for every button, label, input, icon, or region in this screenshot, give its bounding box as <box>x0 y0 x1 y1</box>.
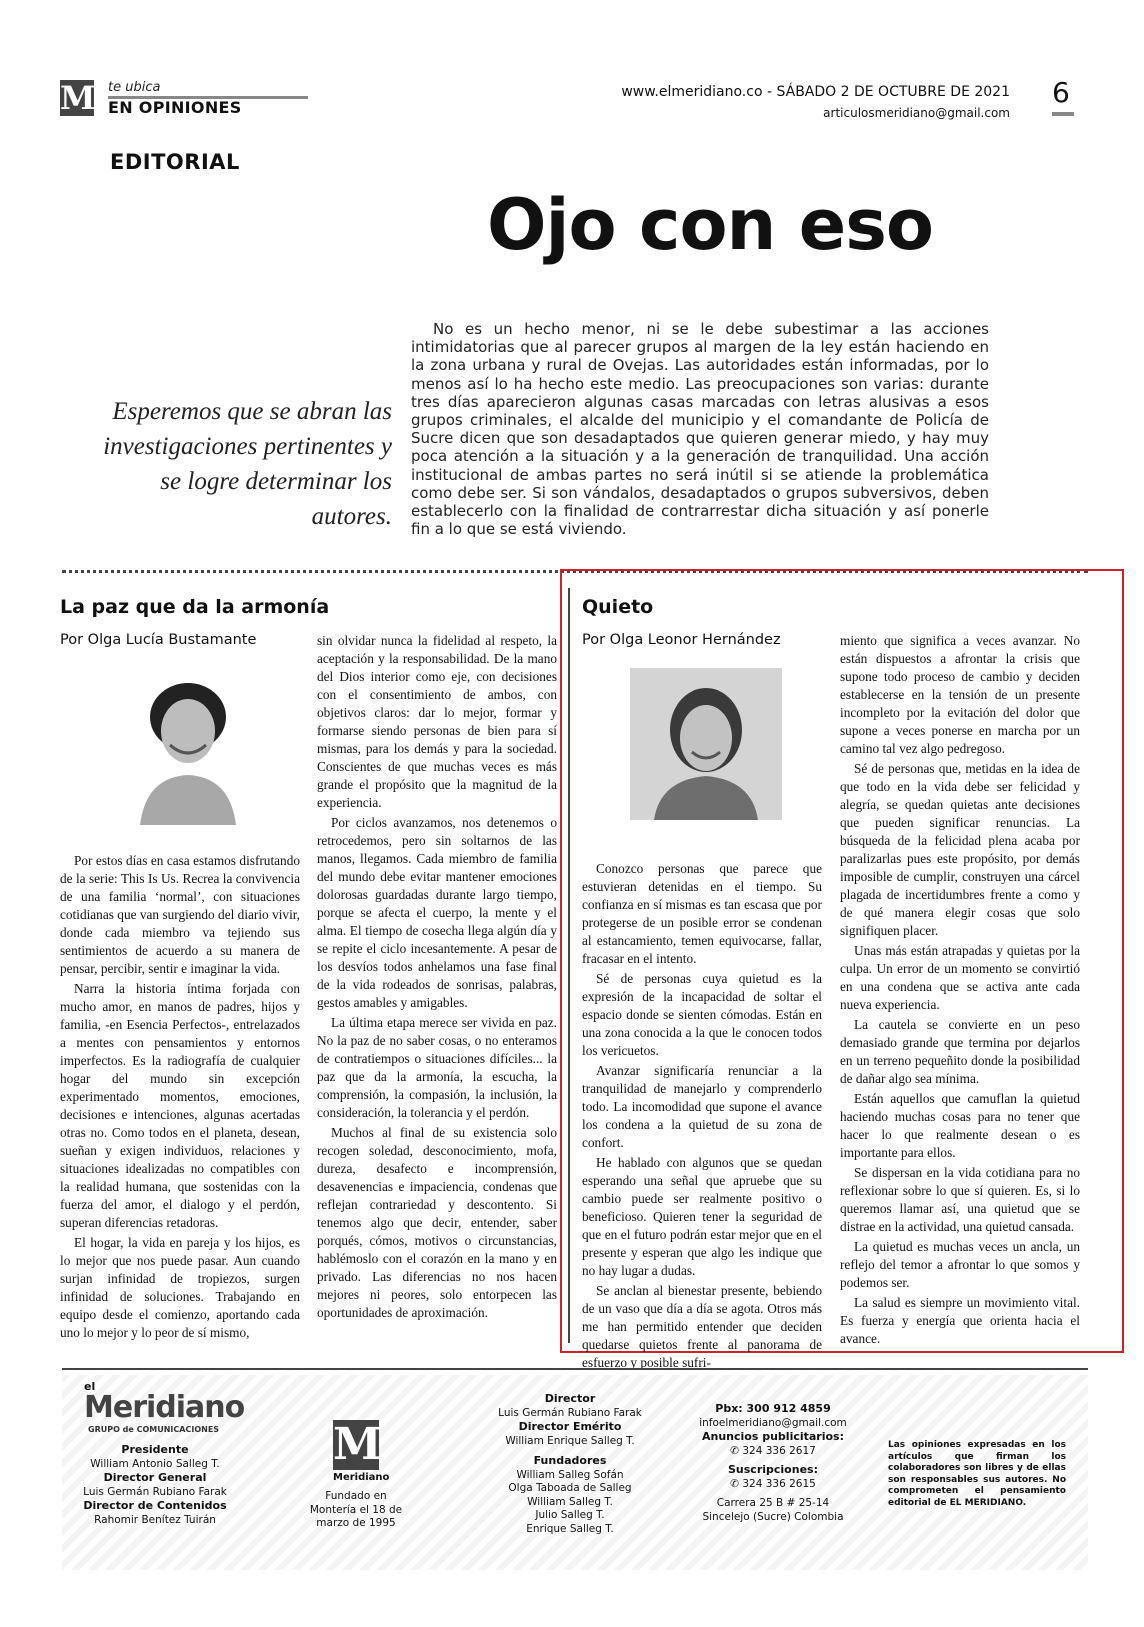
page-number-bar <box>1052 112 1074 116</box>
paragraph: Muchos al final de su existencia solo recogen soledad, desconocimiento, mofa, dureza, desafecto e incomprensión, desavenencias e impaciencia, condenas que reflejan contrariedad y descontento. Si tenemos algo que decir, entender, saber porqués, cómos, motivos o circunstancias, hablémoslo con el corazón en la mano y en privado. Las diferencias no nos hacen mejores ni peores, solo entorpecen las oportunidades de aproximación. <box>317 1125 557 1320</box>
staff-role: Director de Contenidos <box>83 1499 227 1512</box>
paragraph: sin olvidar nunca la fidelidad al respeto, la aceptación y la responsabilidad. De la mano del Dios interior como eje, con decisiones con el consentimiento de ambos, con objetivos claros: dar lo mejor, formar y formarse siendo personas de bien para sí mismas, para los demás y para la sociedad. Conscientes de que muchas veces es más grande el propósito que la magnitud de la experiencia. <box>317 633 557 810</box>
paragraph: El hogar, la vida en pareja y los hijos, es lo mejor que nos puede pasar. Aun cuando surjan infinidad de tropiezos, surgen infinidad de soluciones. Trabajando en equipo desde el comienzo, aportando cada uno lo mejor y lo peor de sí mismo, <box>60 1235 300 1340</box>
info-email[interactable]: infoelmeridiano@gmail.com <box>699 1416 847 1429</box>
footer-brand-logo: Meridiano <box>84 1390 245 1425</box>
paragraph: La salud es siempre un movimiento vital. Es fuerza y energía que orienta hacia el avance. <box>840 1295 1080 1346</box>
portrait-image-icon <box>630 668 782 820</box>
paragraph: miento que significa a veces avanzar. No están dispuestos a afrontar la crisis que supone todo proceso de cambio y deciden establecerse en la tensión de un presente incompleto por la evitación del dolor que supone a veces ponerse en marcha por un camino tal vez algo pedregoso. <box>840 633 1080 756</box>
staff-role: Director General <box>103 1471 207 1484</box>
paragraph: Avanzar significaría renunciar a la tranquilidad de manejarlo y comprenderlo todo. La incomodidad que supone el avance los condena a la quietud de su zona de confort. <box>582 1063 822 1150</box>
newspaper-logo-icon: M <box>60 79 96 117</box>
left-article-title: La paz que da la armonía <box>60 596 330 618</box>
founder-name: William Salleg Sofán <box>516 1468 624 1481</box>
paragraph: Sé de personas que, metidas en la idea de que todo en la vida debe ser felicidad y alegría, se quedan quietas ante decisiones que pueden significar renuncias. La búsqueda de la felicidad plena acaba por paralizarlas pues este propósito, por demás imposible de cumplir, construyen una cárcel plagada de incertidumbres frente a como y de qué manera elegir cosas que solo signifiquen placer. <box>840 761 1080 938</box>
staff-name: William Antonio Salleg T. <box>90 1457 220 1470</box>
pbx-number: Pbx: 300 912 4859 <box>715 1402 831 1415</box>
footer-directors <box>480 1392 660 1536</box>
emeritus-name: William Enrique Salleg T. <box>505 1434 635 1447</box>
paragraph: La cautela se convierte en un peso demasiado grande que termina por dejarlos en un terreno pequeñito donde la posibilidad de dañar algo sea mínima. <box>840 1017 1080 1086</box>
right-article-byline: Por Olga Leonor Hernández <box>582 632 781 648</box>
page-number: 6 <box>1052 76 1070 109</box>
footer-contact <box>688 1402 858 1524</box>
editorial-body: No es un hecho menor, ni se le debe subestimar a las acciones intimidatorias que al parecer grupos al margen de la ley están haciendo en la zona urbana y rural de Ovejas. Las autoridades están informadas, por lo menos así lo ha hecho este medio. Las preocupaciones son varias: durante tres días aparecieron algunas casas marcadas con letras alusivas a esos grupos criminales, el alcalde del municipio y el comandante de Policía de Sucre dicen que son desadaptados que quieren generar miedo, y hay muy poca atención a la situación y a la generación de tranquilidad. Una acción institucional de ambas partes no será inútil si se atiende la problemática como debe ser. Si son vándalos, desadaptados o grupos subversivos, deben establecerlo con la finalidad de contrarrestar dicha situación y así ponerle fin a lo que se está viviendo. <box>411 320 989 539</box>
right-article-column-1 <box>582 860 822 1374</box>
left-article-byline: Por Olga Lucía Bustamante <box>60 632 257 648</box>
founded-note: Fundado en Montería el 18 de marzo de 1995 <box>309 1490 403 1529</box>
subscriptions-label: Suscripciones: <box>728 1463 818 1476</box>
ads-phone[interactable]: 324 336 2617 <box>742 1444 816 1457</box>
founder-name: William Salleg T. <box>527 1495 613 1508</box>
paragraph: Están aquellos que camuflan la quietud haciendo muchas cosas para no tener que hacer lo que realmente desean o es importante para ellos. <box>840 1091 1080 1160</box>
editorial-pull-quote: Esperemos que se abran las investigaciones pertinentes y se logre determinar los autores. <box>103 398 392 530</box>
paragraph: He hablado con algunos que se quedan esperando una señal que apruebe que su cambio puede ser realmente positivo o beneficioso. Quieren tener la seguridad de que en el futuro podrán estar mejor que en el presente y esperan que algo les indique que no hay lugar a dudas. <box>582 1155 822 1278</box>
paragraph: Unas más están atrapadas y quietas por la culpa. Un error de un momento se convirtió en una condena que se activa ante cada nueva experiencia. <box>840 943 1080 1012</box>
center-logo-word: Meridiano <box>333 1472 390 1483</box>
staff-name: Rahomir Benítez Tuirán <box>94 1513 216 1526</box>
right-article-column-2 <box>840 632 1080 1350</box>
footer-brand-subtitle: GRUPO de COMUNICACIONES <box>88 1425 220 1434</box>
footer-disclaimer: Las opiniones expresadas en los artículos que firman los colaboradores son libres y de ellas son responsables sus autores. No comprometen el pensamiento editorial de EL MERIDIANO. <box>888 1440 1066 1508</box>
founder-name: Olga Taboada de Salleg <box>508 1482 632 1494</box>
left-article-column-1 <box>60 852 300 1344</box>
founder-name: Enrique Salleg T. <box>526 1522 614 1535</box>
address: Carrera 25 B # 25-14 <box>716 1497 830 1509</box>
paragraph: Narra la historia íntima forjada con mucho amor, en manos de padres, hijos y familia, -en Esencia Perfectos-, entrelazados a mentes con pensamientos y entornos imperfectos. Es la radiografía de cualquier hogar del mundo sin excepción experimentado momentos, emociones, decisiones e intenciones, algunas acertadas otras no. Como todos en el planeta, desean, sueñan y exigen individuos, relaciones y situaciones idealizadas no compatibles con la realidad humana, que sostenidas con la fuerza del amor, el dialogo y el perdón, superan diferencias retadoras. <box>60 981 300 1230</box>
subscriptions-phone[interactable]: 324 336 2615 <box>742 1477 816 1490</box>
footer-rule <box>62 1368 1088 1370</box>
director-label: Director <box>544 1392 596 1405</box>
author-photo-right <box>630 668 782 820</box>
paragraph: La quietud es muchas veces un ancla, un reflejo del temor a afrontar lo que somos y podemos ser. <box>840 1239 1080 1290</box>
paragraph: Por estos días en casa estamos disfrutando de la serie: This Is Us. Recrea la convivencia de una familia ‘normal’, con situaciones cotidianas que van surgiendo del diario vivir, donde cada miembro va tejiendo sus sentimientos de acuerdo a su manera de pensar, percibir, sentir e imaginar la vida. <box>60 853 300 976</box>
center-logo-icon: M <box>333 1419 382 1470</box>
column-rule <box>568 588 570 1343</box>
portrait-image-icon <box>132 665 244 825</box>
director-name: Luis Germán Rubiano Farak <box>498 1406 642 1419</box>
date-line: www.elmeridiano.co - SÁBADO 2 DE OCTUBRE DE 2021 <box>621 84 1010 100</box>
paragraph: La última etapa merece ser vivida en paz. No la paz de no saber cosas, o no enteramos de contratiempos o situaciones difíciles... la paz que da la armonía, la escucha, la comprensión, la compasión, la inclusión, la consideración, la tolerancia y el perdón. <box>317 1015 557 1120</box>
paragraph: Sé de personas cuya quietud es la expresión de la incapacidad de soltar el espacio donde se sienten cómodas. Están en una zona conocida a la que le conocen todos los vericuetos. <box>582 971 822 1058</box>
founder-name: Julio Salleg T. <box>535 1509 605 1521</box>
staff-role: Presidente <box>121 1443 189 1456</box>
paragraph: Conozco personas que parece que estuvieran detenidas en el tiempo. Su confianza en sí mismas es tan escasa que por protegerse de un posible error se condenan al estancamiento, temen equivocarse, fallar, fracasar en el intento. <box>582 861 822 966</box>
left-article-column-2 <box>317 632 557 1324</box>
contact-email[interactable]: articulosmeridiano@gmail.com <box>823 106 1010 120</box>
section-tag: EN OPINIONES <box>108 98 242 117</box>
city: Sincelejo (Sucre) Colombia <box>702 1510 844 1523</box>
paragraph: Por ciclos avanzamos, nos detenemos o retrocedemos, pero sin soltarnos de las manos, llegamos. Cada miembro de familia del mundo debe evitar mantener emociones dolorosas guardadas durante largo tiempo, porque se afecta el cuerpo, la mente y el alma. El tiempo de cosecha llega algún día y se repite el ciclo incesantemente. A pesar de los desvíos todos anhelamos una fase final de la vida rodeados de sonrisas, palabras, gestos amables y amigables. <box>317 815 557 1010</box>
footer-staff-left <box>60 1443 250 1527</box>
paragraph: Se anclan al bienestar presente, bebiendo de un vaso que día a día se agota. Otros más me han permitido entender que deciden quedarse quietos frente al panorama de esfuerzo y posible sufri- <box>582 1283 822 1370</box>
ads-label: Anuncios publicitarios: <box>701 1430 845 1443</box>
editorial-label: EDITORIAL <box>110 150 240 174</box>
whatsapp-icon: ✆ <box>730 1477 739 1490</box>
paragraph: Se dispersan en la vida cotidiana para no reflexionar sobre lo que sí quieren. Es, si lo queremos llamar así, una quietud que se distrae en la actividad, una quietud cansada. <box>840 1165 1080 1234</box>
emeritus-label: Director Emérito <box>518 1420 622 1433</box>
section-tag-top: te ubica <box>108 80 161 95</box>
whatsapp-icon: ✆ <box>730 1444 739 1457</box>
staff-name: Luis Germán Rubiano Farak <box>83 1485 227 1498</box>
footer-brand-top: el <box>84 1380 96 1393</box>
editorial-headline: Ojo con eso <box>487 184 933 266</box>
founders-label: Fundadores <box>533 1454 607 1467</box>
author-photo-left <box>132 665 244 825</box>
right-article-title: Quieto <box>582 596 654 618</box>
